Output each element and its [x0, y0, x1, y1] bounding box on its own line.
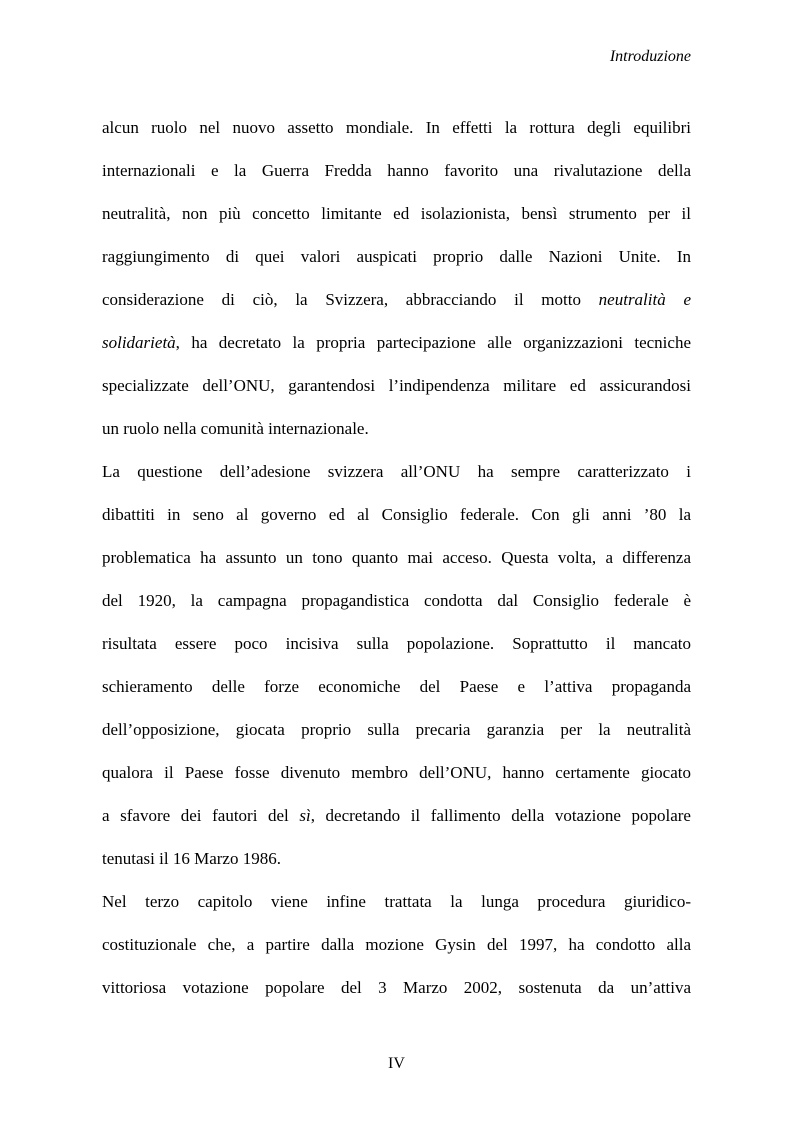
body-text: [102, 106, 691, 1009]
text-line: [102, 966, 691, 1009]
text-segment: , decretando il fallimento della votazione popolare: [310, 806, 691, 825]
text-segment: del 1920, la campagna propagandistica condotta dal Consiglio federale è: [102, 591, 691, 610]
text-line: [102, 407, 691, 450]
text-line: [102, 579, 691, 622]
text-line: [102, 149, 691, 192]
text-segment: a sfavore dei fautori del: [102, 806, 300, 825]
running-head: Introduzione: [609, 48, 691, 65]
text-line: [102, 106, 691, 149]
text-line: [102, 536, 691, 579]
italic-text: sì: [299, 806, 311, 825]
text-segment: dibattiti in seno al governo ed al Consiglio federale. Con gli anni ’80 la: [102, 505, 691, 524]
text-segment: risultata essere poco incisiva sulla popolazione. Soprattutto il mancato: [102, 634, 691, 653]
page-number: IV: [388, 1055, 405, 1072]
text-line: [102, 880, 691, 923]
text-segment: costituzionale che, a partire dalla mozione Gysin del 1997, ha condotto alla: [102, 935, 691, 954]
text-segment: Nel terzo capitolo viene infine trattata la lunga procedura giuridico-: [102, 892, 691, 911]
text-segment: tenutasi il 16 Marzo 1986.: [102, 849, 281, 868]
italic-text: solidarietà: [102, 333, 176, 352]
text-line: [102, 837, 691, 880]
text-line: [102, 493, 691, 536]
text-line: [102, 708, 691, 751]
text-line: [102, 278, 691, 321]
text-segment: considerazione di ciò, la Svizzera, abbracciando il motto: [102, 290, 599, 309]
text-line: [102, 321, 691, 364]
text-segment: internazionali e la Guerra Fredda hanno favorito una rivalutazione della: [102, 161, 691, 180]
text-line: [102, 192, 691, 235]
text-segment: alcun ruolo nel nuovo assetto mondiale. In effetti la rottura degli equilibri: [102, 118, 691, 137]
text-segment: specializzate dell’ONU, garantendosi l’indipendenza militare ed assicurandosi: [102, 376, 691, 395]
text-line: [102, 622, 691, 665]
text-line: [102, 364, 691, 407]
text-line: [102, 450, 691, 493]
italic-text: neutralità e: [598, 290, 691, 309]
text-segment: schieramento delle forze economiche del Paese e l’attiva propaganda: [102, 677, 691, 696]
text-segment: un ruolo nella comunità internazionale.: [102, 419, 369, 438]
text-segment: La questione dell’adesione svizzera all’ONU ha sempre caratterizzato i: [102, 462, 691, 481]
text-line: [102, 923, 691, 966]
text-line: [102, 794, 691, 837]
text-line: [102, 235, 691, 278]
text-segment: qualora il Paese fosse divenuto membro dell’ONU, hanno certamente giocato: [102, 763, 691, 782]
text-segment: neutralità, non più concetto limitante ed isolazionista, bensì strumento per il: [102, 204, 691, 223]
text-segment: raggiungimento di quei valori auspicati proprio dalle Nazioni Unite. In: [102, 247, 691, 266]
text-segment: dell’opposizione, giocata proprio sulla precaria garanzia per la neutralità: [102, 720, 691, 739]
text-segment: problematica ha assunto un tono quanto mai acceso. Questa volta, a differenza: [102, 548, 691, 567]
text-line: [102, 665, 691, 708]
text-segment: , ha decretato la propria partecipazione alle organizzazioni tecniche: [175, 333, 691, 352]
text-segment: vittoriosa votazione popolare del 3 Marzo 2002, sostenuta da un’attiva: [102, 978, 691, 997]
text-line: [102, 751, 691, 794]
